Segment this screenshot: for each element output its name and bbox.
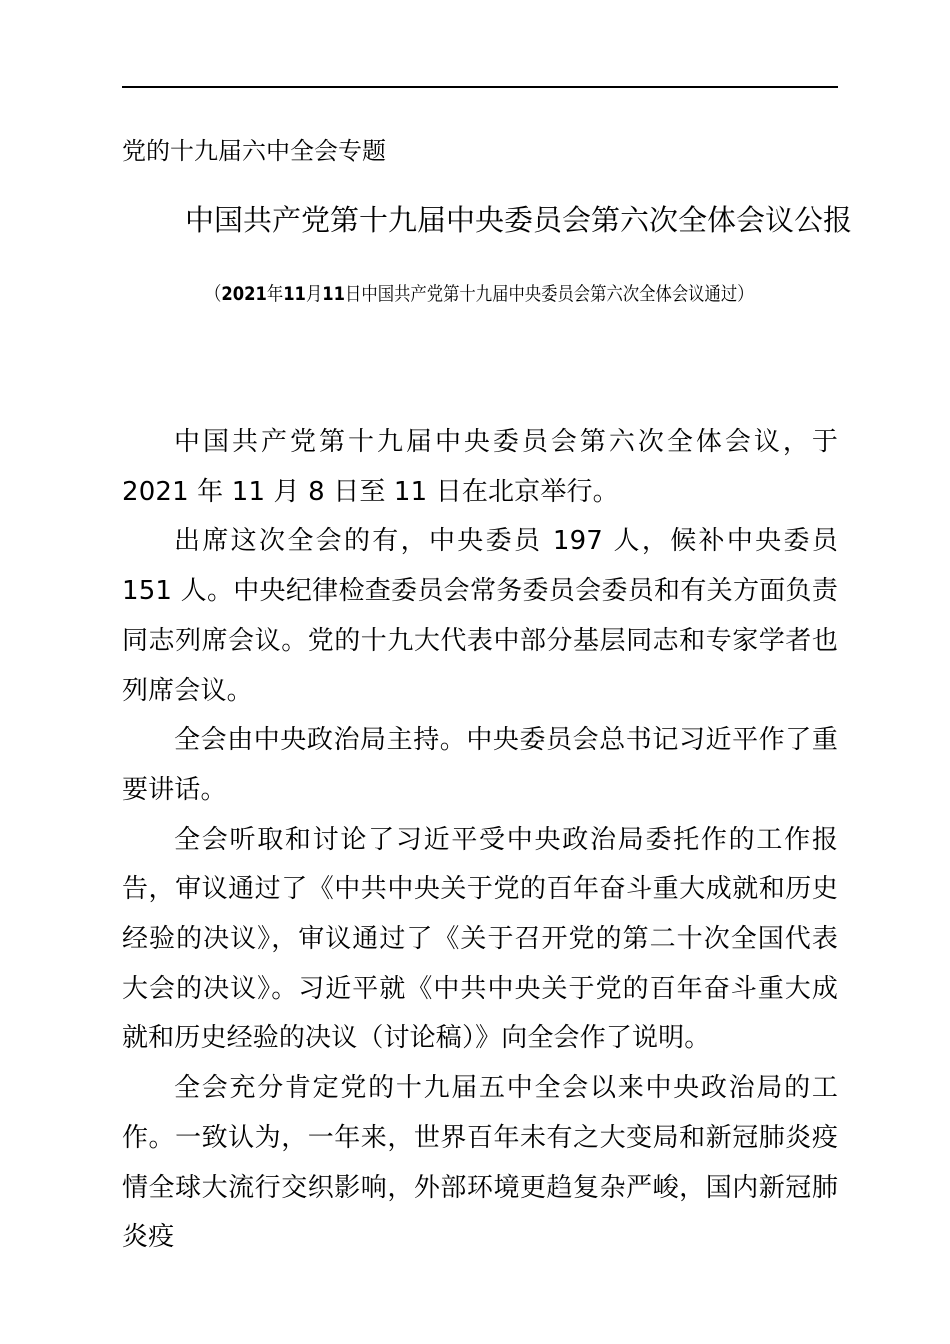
subtitle-open-paren: （ bbox=[205, 283, 222, 305]
body-text bbox=[122, 418, 838, 1263]
document-title: 中国共产党第十九届中央委员会第六次全体会议公报 bbox=[185, 203, 853, 237]
subtitle-year: 2021 bbox=[221, 283, 267, 305]
document-subtitle bbox=[205, 280, 754, 308]
subtitle-rest: 日中国共产党第十九届中央委员会第六次全体会议通过） bbox=[345, 283, 754, 305]
subtitle-month-unit: 月 bbox=[305, 283, 323, 305]
subtitle-day: 11 bbox=[322, 283, 346, 305]
section-label: 党的十九届六中全会专题 bbox=[122, 137, 386, 165]
paragraph-assessment: 全会充分肯定党的十九届五中全会以来中央政治局的工作。一致认为，一年来，世界百年未有之大变局和新冠肺炎疫情全球大流行交织影响，外部环境更趋复杂严峻，国内新冠肺炎疫 bbox=[122, 1073, 838, 1253]
subtitle-month: 11 bbox=[283, 283, 306, 305]
paragraph-meeting-dates: 中国共产党第十九届中央委员会第六次全体会议，于 2021 年 11 月 8 日至 11 日在北京举行。 bbox=[122, 427, 838, 507]
subtitle-year-unit: 年 bbox=[266, 283, 284, 305]
paragraph-presiding: 全会由中央政治局主持。中央委员会总书记习近平作了重要讲话。 bbox=[122, 725, 838, 805]
header-rule bbox=[122, 86, 838, 88]
paragraph-attendees: 出席这次全会的有，中央委员 197 人，候补中央委员 151 人。中央纪律检查委员会常务委员会委员和有关方面负责同志列席会议。党的十九大代表中部分基层同志和专家学者也列席会议。 bbox=[122, 526, 838, 706]
paragraph-resolutions: 全会听取和讨论了习近平受中央政治局委托作的工作报告，审议通过了《中共中央关于党的百年奋斗重大成就和历史经验的决议》，审议通过了《关于召开党的第二十次全国代表大会的决议》。习近平就《中共中央关于党的百年奋斗重大成就和历史经验的决议（讨论稿）》向全会作了说明。 bbox=[122, 824, 838, 1054]
